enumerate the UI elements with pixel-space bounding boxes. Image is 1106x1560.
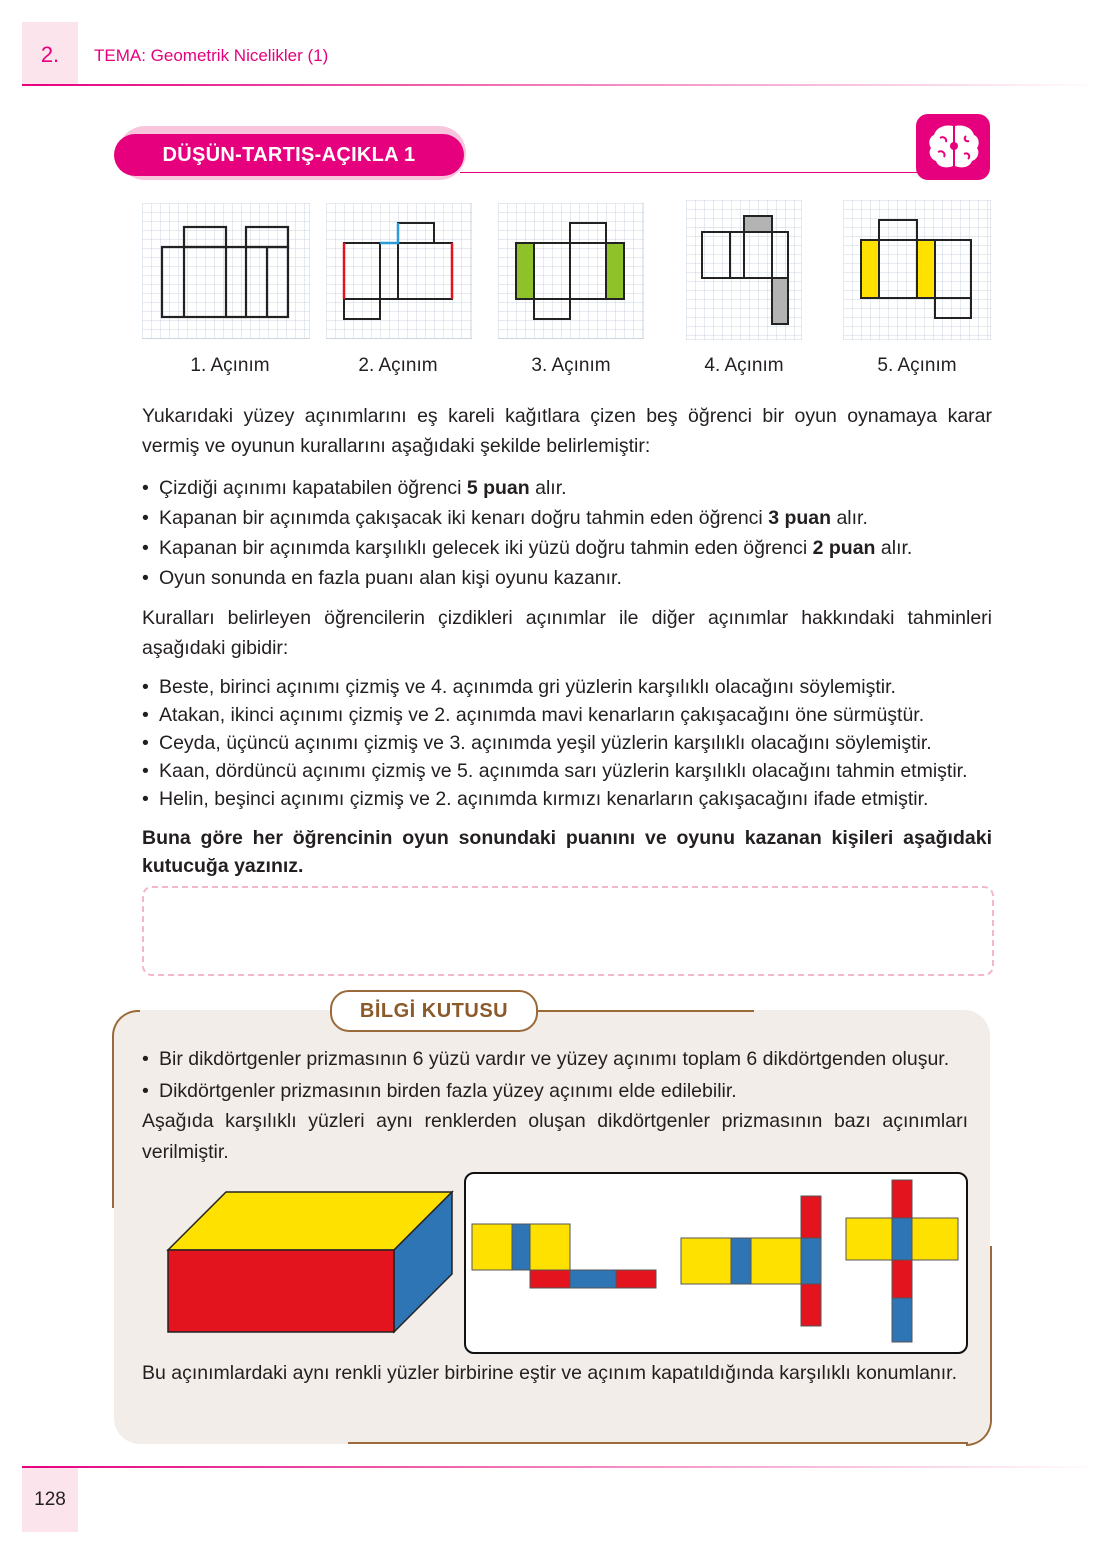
answer-box[interactable] [142,886,994,976]
predictions-intro: Kuralları belirleyen öğrencilerin çizdikleri açınımlar ile diğer açınımlar hakkındaki tahminleri aşağıdaki gibidir: [142,607,992,659]
prediction-item: • Atakan, ikinci açınımı çizmiş ve 2. açınımda mavi kenarların çakışacağını öne sürmüştür. [142,701,992,729]
info-box-bottom-border [348,1442,968,1444]
info-box-left-border [112,1010,140,1208]
net-label-4: 4. Açınım [704,355,784,376]
info-closing: Bu açınımlardaki aynı renkli yüzler birbirine eştir ve açınım kapatıldığında karşılıklı konumlanır. [142,1362,958,1384]
info-box-title: BİLGİ KUTUSU [330,990,538,1032]
net-label-2: 2. Açınım [358,355,438,376]
prediction-item: • Helin, beşinci açınımı çizmiş ve 2. açınımda kırmızı kenarların çakışacağını ifade etmiştir. [142,785,992,813]
question-text: Buna göre her öğrencinin oyun sonundaki puanını ve oyunu kazanan kişileri aşağıdaki kutucuğa yazınız. [142,827,992,877]
brain-puzzle-icon [916,114,990,180]
info-box-right-border [966,1246,992,1446]
net-label-1: 1. Açınım [190,355,270,376]
footer-divider [22,1466,1102,1468]
net-4 [686,200,802,340]
predictions-list [142,673,992,813]
section-underline [460,172,930,173]
info-bullet: • Bir dikdörtgenler prizmasının 6 yüzü vardır ve yüzey açınımı toplam 6 dikdörtgenden oluşur. [142,1043,968,1075]
info-bullets [142,1043,968,1107]
net-label-3: 3. Açınım [531,355,611,376]
net-3 [498,203,644,339]
net-1 [142,203,310,339]
net-label-5: 5. Açınım [877,355,957,376]
prism-illustration [166,1190,456,1334]
net-2 [326,203,472,339]
info-bullet: • Dikdörtgenler prizmasının birden fazla yüzey açınımı elde edilebilir. [142,1075,968,1107]
info-paragraph: Aşağıda karşılıklı yüzleri aynı renklerden oluşan dikdörtgenler prizmasının bazı açınımları verilmiştir. [142,1110,968,1163]
rule-item: • Kapanan bir açınımda çakışacak iki kenarı doğru tahmin eden öğrenci 3 puan alır. [142,503,992,533]
prediction-item: • Beste, birinci açınımı çizmiş ve 4. açınımda gri yüzlerin karşılıklı olacağını söylemiştir. [142,673,992,701]
header-divider [22,84,1102,86]
prediction-item: • Ceyda, üçüncü açınımı çizmiş ve 3. açınımda yeşil yüzlerin karşılıklı olacağını söylemiştir. [142,729,992,757]
section-title: DÜŞÜN-TARTIŞ-AÇIKLA 1 [114,134,464,176]
net-5 [843,200,991,340]
rule-item: • Çizdiği açınımı kapatabilen öğrenci 5 puan alır. [142,473,992,503]
page-number: 128 [34,1489,66,1510]
rules-list [142,473,992,593]
rule-item: • Kapanan bir açınımda karşılıklı gelecek iki yüzü doğru tahmin eden öğrenci 2 puan alır. [142,533,992,563]
intro-paragraph: Yukarıdaki yüzey açınımlarını eş kareli kağıtlara çizen beş öğrenci bir oyun oynamaya karar vermiş ve oyunun kurallarını aşağıdaki şekilde belirlemiştir: [142,405,992,457]
chapter-number: 2. [40,42,60,67]
prism-nets [470,1178,962,1348]
theme-title: TEMA: Geometrik Nicelikler (1) [94,46,329,65]
rule-item: • Oyun sonunda en fazla puanı alan kişi oyunu kazanır. [142,563,992,593]
prediction-item: • Kaan, dördüncü açınımı çizmiş ve 5. açınımda sarı yüzlerin karşılıklı olacağını tahmin etmiştir. [142,757,992,785]
